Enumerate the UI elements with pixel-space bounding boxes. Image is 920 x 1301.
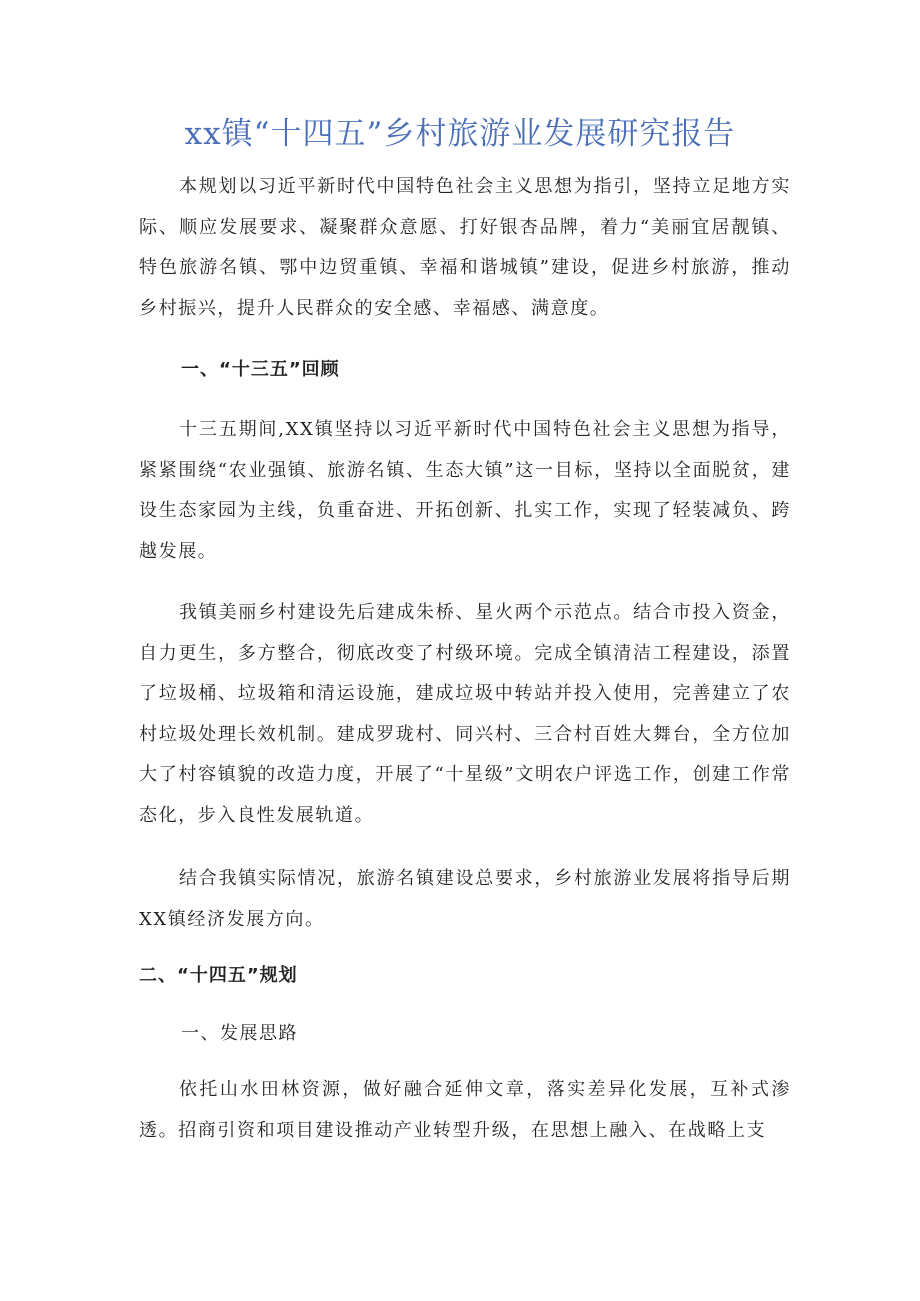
document-title: xx镇“十四五”乡村旅游业发展研究报告: [184, 116, 736, 152]
review-paragraph-3: 结合我镇实际情况，旅游名镇建设总要求，乡村旅游业发展将指导后期XX镇经济发展方向。: [139, 868, 791, 930]
review-paragraph-1: 十三五期间,XX镇坚持以习近平新时代中国特色社会主义思想为指导，紧紧围绕“农业强镇、旅游名镇、生态大镇”这一目标，坚持以全面脱贫，建设生态家园为主线，负重奋进、开拓创新、扎实工作，实现了轻装减负、跨越发展。: [139, 419, 791, 562]
subheading-development-approach: 一、发展思路: [181, 1023, 298, 1044]
review-paragraph-2: 我镇美丽乡村建设先后建成朱桥、星火两个示范点。结合市投入资金，自力更生，多方整合，彻底改变了村级环境。完成全镇清洁工程建设，添置了垃圾桶、垃圾箱和清运设施，建成垃圾中转站并投入使用，完善建立了农村垃圾处理长效机制。建成罗珑村、同兴村、三合村百姓大舞台，全方位加大了村容镇貌的改造力度，开展了“十星级”文明农户评选工作，创建工作常态化，步入良性发展轨道。: [139, 602, 791, 826]
intro-paragraph: 本规划以习近平新时代中国特色社会主义思想为指引，坚持立足地方实际、顺应发展要求、凝聚群众意愿、打好银杏品牌，着力“美丽宜居靓镇、特色旅游名镇、鄂中边贸重镇、幸福和谐城镇”建设，促进乡村旅游，推动乡村振兴，提升人民群众的安全感、幸福感、满意度。: [139, 176, 791, 319]
section-heading-plan: 二、“十四五”规划: [139, 965, 298, 986]
plan-paragraph-1: 依托山水田林资源，做好融合延伸文章，落实差异化发展，互补式渗透。招商引资和项目建设推动产业转型升级，在思想上融入、在战略上支: [139, 1079, 791, 1141]
section-heading-review: 一、“十三五”回顾: [181, 359, 340, 380]
